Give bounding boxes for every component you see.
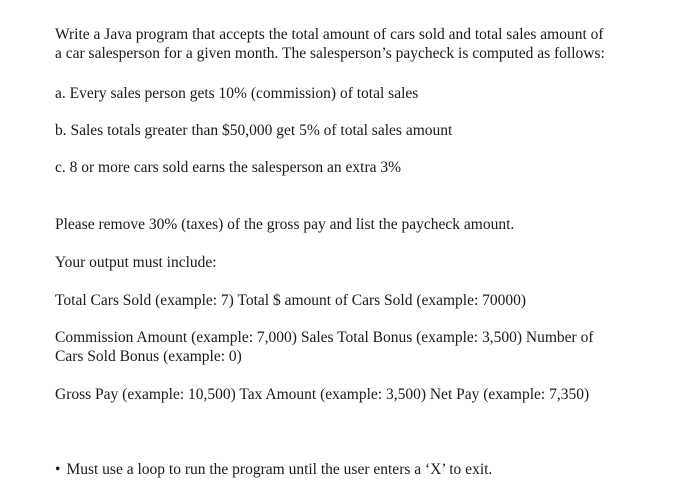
intro-line-1: Write a Java program that accepts the total amount of cars sold and total sales amount of bbox=[55, 26, 604, 43]
bullet-text: Must use a loop to run the program until the user enters a ‘X’ to exit. bbox=[66, 461, 493, 478]
bullet-icon: • bbox=[55, 461, 61, 478]
output-line-gross-pay: Gross Pay (example: 10,500) Tax Amount (example: 3,500) Net Pay (example: 7,350) bbox=[55, 386, 590, 403]
output-line-commission: Commission Amount (example: 7,000) Sales Total Bonus (example: 3,500) Number of bbox=[55, 329, 594, 346]
output-line-cars-sold: Total Cars Sold (example: 7) Total $ amount of Cars Sold (example: 70000) bbox=[55, 292, 527, 309]
bullet-loop-requirement bbox=[55, 460, 492, 480]
output-line-commission-cont: Cars Sold Bonus (example: 0) bbox=[55, 348, 242, 365]
intro-line-2: a car salesperson for a given month. The salesperson’s paycheck is computed as follows: bbox=[55, 45, 605, 62]
output-heading: Your output must include: bbox=[55, 254, 217, 271]
tax-instruction: Please remove 30% (taxes) of the gross pay and list the paycheck amount. bbox=[55, 216, 515, 233]
rule-a: a. Every sales person gets 10% (commission) of total sales bbox=[55, 85, 419, 102]
rule-b: b. Sales totals greater than $50,000 get 5% of total sales amount bbox=[55, 122, 453, 139]
rule-c: c. 8 or more cars sold earns the salesperson an extra 3% bbox=[55, 159, 402, 176]
